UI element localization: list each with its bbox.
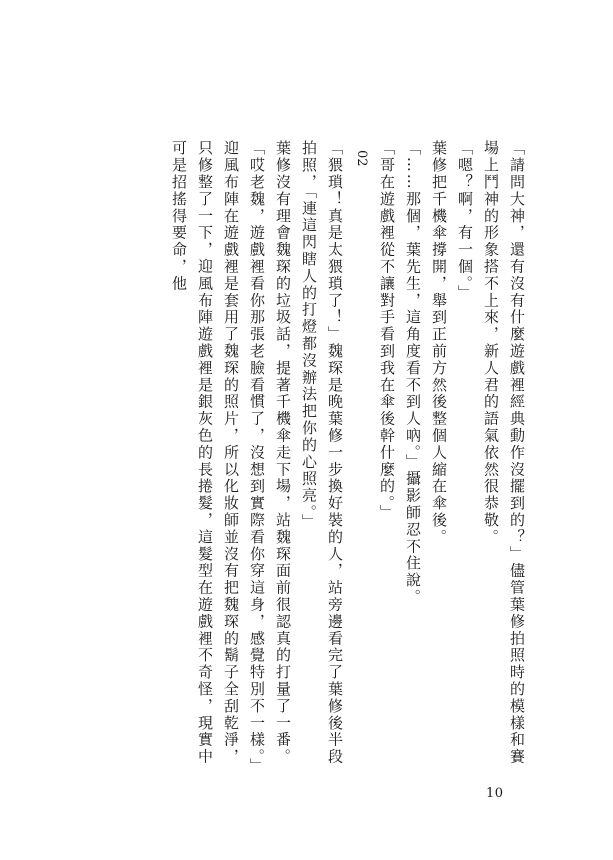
- section-number: 02: [354, 150, 369, 167]
- paragraph: 「請問大神，還有沒有什麼遊戲裡經典動作沒擺到的？」儘管葉修拍照時的模樣和賽場上鬥神的形象搭不上來，新人君的語氣依然很恭敬。: [482, 140, 526, 766]
- paragraph: 「哎老魏，遊戲裡看你那張老臉看慣了，沒想到實際看你穿這身，感覺特別不一樣。」: [248, 140, 266, 775]
- paragraph: 迎風布陣在遊戲裡是套用了魏琛的照片，所以化妝師並沒有把魏琛的鬍子全刮乾淨，只修整了一下，迎風布陣遊戲裡是銀灰色的長捲髮，這髮型在遊戲裡不奇怪，現實中可是招搖得要命，他: [170, 140, 240, 766]
- paragraph: 「……那個，葉先生，這角度看不到人吶。」攝影師忍不住說。: [404, 140, 422, 606]
- paragraph: 「哥在遊戲裡從不讓對手看到我在傘後幹什麼的。」: [378, 140, 396, 522]
- paragraph: 「猥瑣！真是太猥瑣了！」魏琛是晚葉修一步換好裝的人，站旁邊看完了葉修後半段拍照，「連這閃瞎人的打燈都沒辦法把你的心照亮。」: [300, 140, 344, 766]
- paragraph: 「嗯？啊，有一個。」: [456, 140, 474, 302]
- paragraph: 葉修把千機傘撐開，舉到正前方然後整個人縮在傘後。: [430, 140, 448, 546]
- vertical-text-body: [108, 140, 530, 780]
- paragraph: 葉修沒有理會魏琛的垃圾話，提著千機傘走下場，站魏琛面前很認真的打量了一番。: [274, 140, 292, 766]
- page-number: 10: [486, 786, 504, 801]
